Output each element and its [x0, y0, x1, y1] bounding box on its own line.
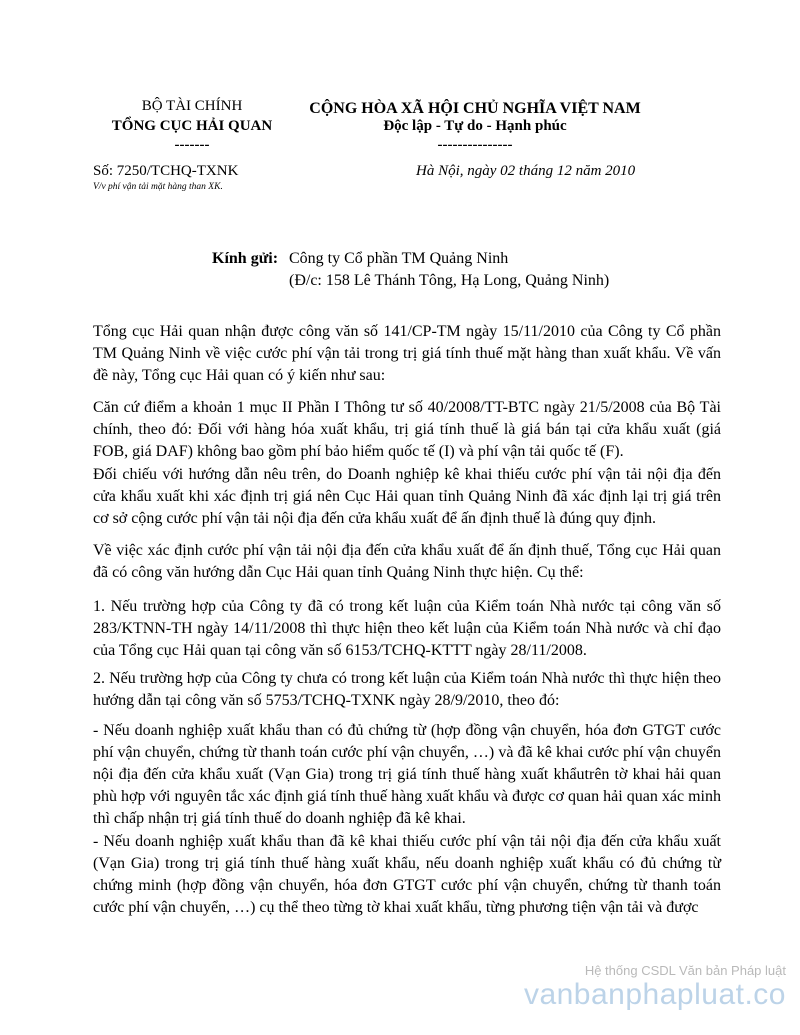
body-paragraph: 1. Nếu trường hợp của Công ty đã có trong kết luận của Kiểm toán Nhà nước tại công văn số 283/KTNN-TH ngày 14/11/2008 thì thực hiện theo kết luận của Kiểm toán Nhà nước và chỉ đạo của Tổng cục Hải quan tại công văn số 6153/TCHQ-KTTT ngày 28/11/2008.: [93, 598, 721, 659]
left-divider: -------: [174, 137, 210, 153]
body-paragraph: Căn cứ điểm a khoản 1 mục II Phần I Thông tư số 40/2008/TT-BTC ngày 21/5/2008 của Bộ Tài chính, theo đó: Đối với hàng hóa xuất khẩu, trị giá tính thuế là giá bán tại cửa khẩu xuất (giá FOB, giá DAF) không bao gồm phí bảo hiểm quốc tế (I) và phí vận tải quốc tế (F).: [93, 399, 721, 460]
recipient-label: Kính gửi:: [212, 250, 279, 267]
recipient-address: (Đ/c: 158 Lê Thánh Tông, Hạ Long, Quảng Ninh): [289, 272, 610, 289]
document-subject: V/v phí vận tải mặt hàng than XK.: [93, 182, 223, 192]
body-paragraph: Đối chiếu với hướng dẫn nêu trên, do Doanh nghiệp kê khai thiếu cước phí vận tải nội địa đến cửa khẩu xuất khi xác định trị giá nên Cục Hải quan tỉnh Quảng Ninh đã xác định lại trị giá trên cơ sở cộng cước phí vận tải nội địa đến cửa khẩu xuất để ấn định thuế là đúng quy định.: [93, 466, 721, 527]
document-number: Số: 7250/TCHQ-TXNK: [93, 163, 239, 179]
right-divider: ---------------: [437, 137, 513, 153]
department-name: TỔNG CỤC HẢI QUAN: [111, 118, 273, 134]
country-name: CỘNG HÒA XÃ HỘI CHỦ NGHĨA VIỆT NAM: [309, 100, 641, 117]
place-date: Hà Nội, ngày 02 tháng 12 năm 2010: [416, 163, 636, 179]
body-paragraph: 2. Nếu trường hợp của Công ty chưa có trong kết luận của Kiểm toán Nhà nước thì thực hiện theo hướng dẫn tại công văn số 5753/TCHQ-TXNK ngày 28/9/2010, theo đó:: [93, 670, 721, 709]
body-paragraph: Về việc xác định cước phí vận tải nội địa đến cửa khẩu xuất để ấn định thuế, Tổng cục Hải quan đã có công văn hướng dẫn Cục Hải quan tỉnh Quảng Ninh thực hiện. Cụ thể:: [93, 542, 721, 581]
recipient-name: Công ty Cổ phần TM Quảng Ninh: [289, 250, 509, 267]
ministry-name: BỘ TÀI CHÍNH: [141, 98, 243, 114]
body-paragraph: - Nếu doanh nghiệp xuất khẩu than có đủ chứng từ (hợp đồng vận chuyển, hóa đơn GTGT cước phí vận chuyển, chứng từ thanh toán cước phí vận chuyển, …) và đã kê khai cước phí vận chuyển nội địa đến cửa khẩu xuất (Vạn Gia) trong trị giá tính thuế hàng xuất khẩutrên tờ khai hải quan phù hợp với nguyên tắc xác định giá tính thuế hàng xuất khẩu và được cơ quan hải quan xác minh thì chấp nhận trị giá tính thuế do doanh nghiệp đã kê khai.: [93, 722, 721, 827]
motto: Độc lập - Tự do - Hạnh phúc: [383, 118, 567, 134]
watermark-caption: Hệ thống CSDL Văn bản Pháp luật: [584, 963, 786, 978]
body-paragraph: - Nếu doanh nghiệp xuất khẩu than đã kê khai thiếu cước phí vận tải nội địa đến cửa khẩu xuất (Vạn Gia) trong trị giá tính thuế hàng xuất khẩu, nếu doanh nghiệp xuất khẩu có đủ chứng từ chứng minh (hợp đồng vận chuyển, hóa đơn GTGT cước phí vận chuyển, chứng từ thanh toán cước phí vận chuyển, …) cụ thể theo từng tờ khai xuất khẩu, từng phương tiện vận tải và được: [93, 833, 721, 916]
body-paragraph: Tổng cục Hải quan nhận được công văn số 141/CP-TM ngày 15/11/2010 của Công ty Cổ phần TM Quảng Ninh về việc cước phí vận tải trong trị giá tính thuế mặt hàng than xuất khẩu. Về vấn đề này, Tổng cục Hải quan có ý kiến như sau:: [93, 323, 721, 384]
watermark-site: vanbanphapluat.co: [523, 978, 786, 1011]
